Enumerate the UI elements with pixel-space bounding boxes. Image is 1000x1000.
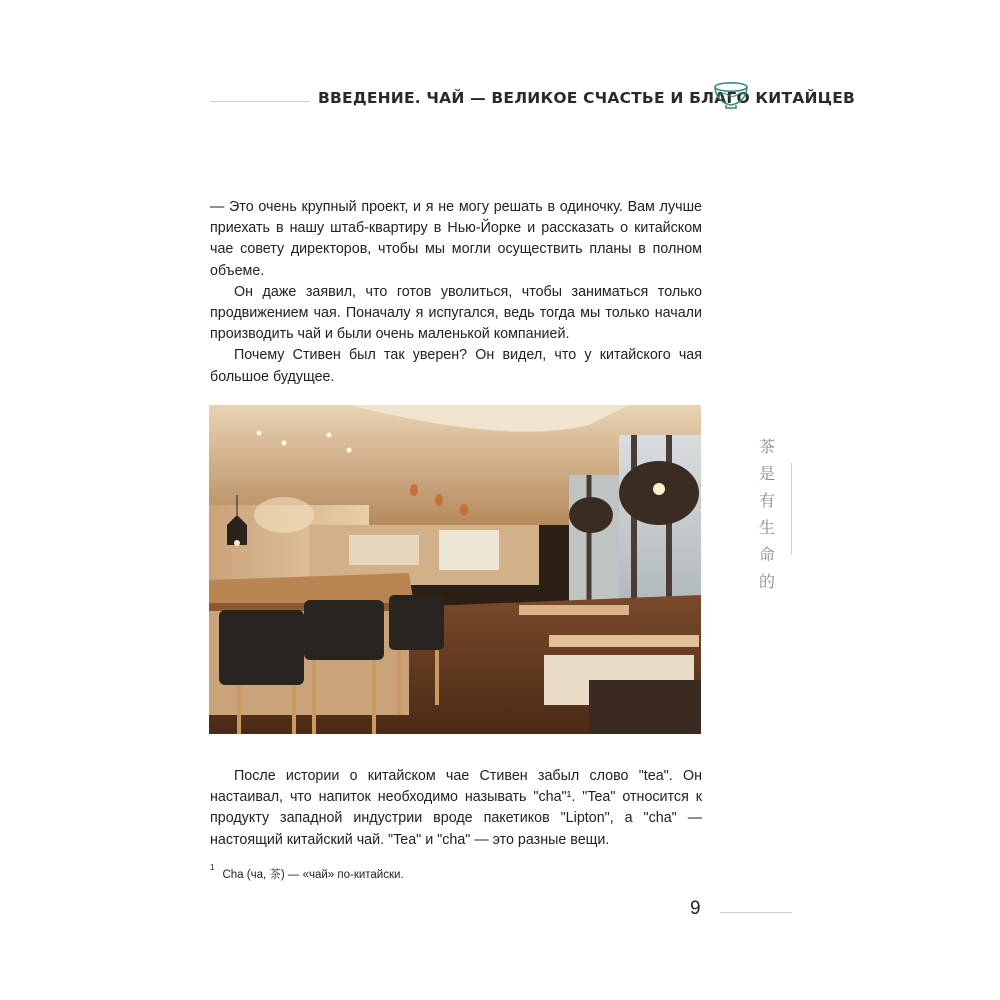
body-text-bottom — [210, 766, 702, 851]
cafe-interior-illustration — [209, 405, 701, 734]
cafe-interior-photo — [209, 405, 701, 734]
footer-rule — [720, 912, 792, 913]
paragraph: После истории о китайском чае Стивен забыл слово "tea". Он настаивал, что напиток необходимо называть "cha"¹. "Tea" относится к продукту западной индустрии вроде пакетиков "Lipton", а "cha" — настоящий китайский чай. "Tea" и "cha" — это разные вещи. — [210, 768, 702, 848]
side-rule — [791, 463, 792, 555]
side-char: 生 — [758, 518, 775, 537]
side-char: 茶 — [758, 437, 775, 456]
side-char: 是 — [758, 464, 775, 483]
paragraph: Почему Стивен был так уверен? Он видел, что у китайского чая большое будущее. — [210, 347, 702, 385]
running-header-title: ВВЕДЕНИЕ. ЧАЙ — ВЕЛИКОЕ СЧАСТЬЕ И БЛАГО КИТАЙЦЕВ — [318, 89, 856, 107]
paragraph: Он даже заявил, что готов уволиться, чтобы заниматься только продвижением чая. Поначалу я испугался, ведь тогда мы только начали производить чай и были очень маленькой компанией. — [210, 283, 702, 343]
paragraph: — Это очень крупный проект, и я не могу решать в одиночку. Вам лучше приехать в нашу штаб-квартиру в Нью-Йорке и рассказать о китайском чае совету директоров, чтобы мы могли осуществить планы в полном объеме. — [210, 199, 702, 279]
body-text-top — [210, 197, 702, 388]
tea-bowl-icon — [712, 80, 750, 110]
footnote-text: Cha (чa, 茶) — «чай» по-китайски. — [222, 869, 404, 881]
side-char: 的 — [758, 572, 775, 591]
page-number: 9 — [690, 898, 701, 919]
footnote — [210, 863, 404, 882]
footnote-marker: 1 — [210, 863, 215, 873]
header-rule — [210, 101, 310, 102]
side-char: 命 — [758, 545, 775, 564]
vertical-side-text — [757, 433, 777, 595]
side-char: 有 — [758, 491, 775, 510]
